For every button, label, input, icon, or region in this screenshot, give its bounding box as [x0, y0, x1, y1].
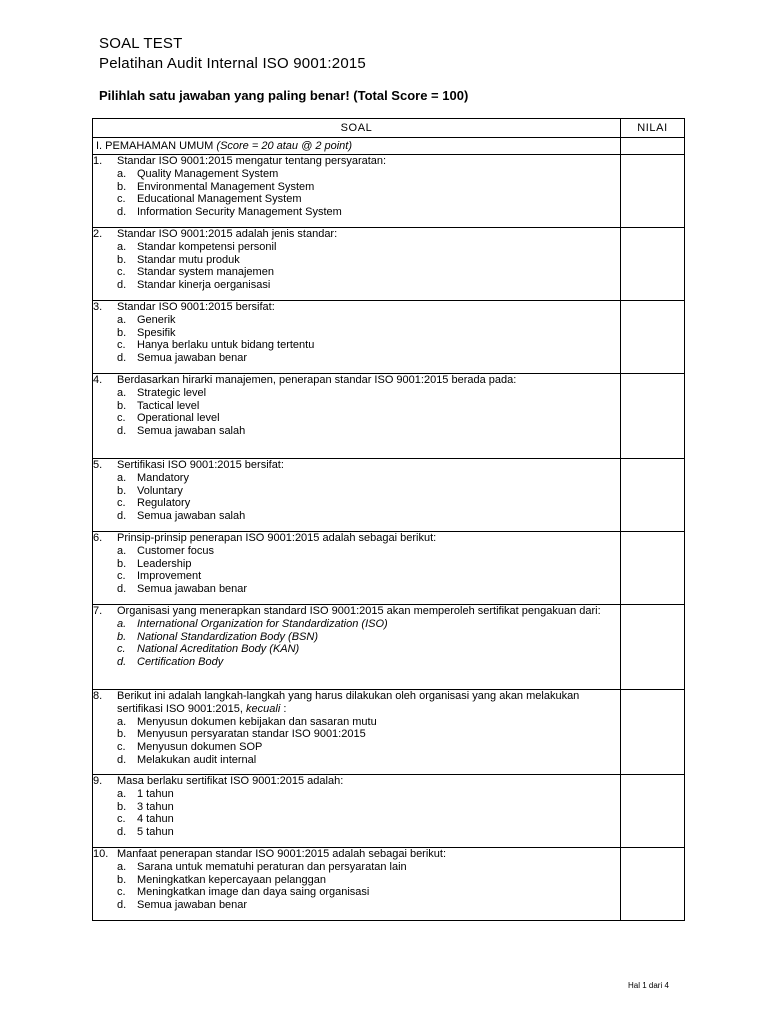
answer-option: [93, 327, 620, 340]
question-row: [93, 374, 685, 459]
question-number: 8.: [93, 690, 103, 702]
option-text: Educational Management System: [137, 193, 302, 206]
option-text: Semua jawaban benar: [137, 352, 248, 365]
question-text: [117, 848, 620, 861]
option-text: Certification Body: [137, 656, 224, 669]
answer-option: [93, 886, 620, 899]
question-text-main: Berdasarkan hirarki manajemen, penerapan standar ISO 9001:2015 berada pada:: [117, 374, 517, 386]
option-letter: c.: [117, 266, 126, 279]
question-number: 10.: [93, 848, 109, 860]
page-number: Hal 1 dari 4: [628, 981, 669, 990]
nilai-cell[interactable]: [621, 532, 685, 605]
option-text: Strategic level: [137, 386, 207, 399]
option-letter: c.: [117, 412, 126, 425]
option-text: Semua jawaban salah: [137, 510, 246, 523]
answer-option: [93, 510, 620, 523]
option-text: Semua jawaban benar: [137, 583, 248, 596]
answer-option: [93, 168, 620, 181]
option-letter: a.: [117, 313, 127, 326]
answer-option: [93, 741, 620, 754]
answer-option: [93, 874, 620, 887]
document-title: SOAL TEST: [99, 35, 183, 52]
question-number: 2.: [93, 228, 103, 240]
question-text: [117, 532, 620, 545]
option-text: Meningkatkan image dan daya saing organisasi: [137, 886, 370, 899]
answer-option: [93, 412, 620, 425]
question-cell: [93, 690, 621, 775]
header-nilai: NILAI: [621, 119, 685, 138]
question-line: [93, 228, 620, 241]
section-nilai-cell[interactable]: [621, 138, 685, 155]
document-subtitle: Pelatihan Audit Internal ISO 9001:2015: [99, 55, 366, 72]
option-letter: c.: [117, 339, 126, 352]
option-letter: c.: [117, 741, 126, 754]
question-row: [93, 848, 685, 921]
option-letter: d.: [117, 753, 127, 766]
option-text: Semua jawaban salah: [137, 425, 246, 438]
option-letter: d.: [117, 826, 127, 839]
question-cell: [93, 228, 621, 301]
option-text: Improvement: [137, 570, 202, 583]
question-line: [93, 301, 620, 314]
section-label: I. PEMAHAMAN UMUM (Score = 20 atau @ 2 point): [93, 138, 621, 155]
nilai-cell[interactable]: [621, 228, 685, 301]
answer-option: [93, 279, 620, 292]
option-text: Regulatory: [137, 497, 191, 510]
question-row: [93, 605, 685, 690]
answer-option: [93, 631, 620, 644]
answer-option: [93, 472, 620, 485]
option-letter: c.: [117, 813, 126, 826]
answer-option: [93, 618, 620, 631]
option-letter: d.: [117, 352, 127, 365]
option-text: Hanya berlaku untuk bidang tertentu: [137, 339, 315, 352]
option-text: National Acreditation Body (KAN): [137, 643, 300, 656]
option-text: Standar kinerja oerganisasi: [137, 279, 271, 292]
answer-option: [93, 583, 620, 596]
option-text: Menyusun persyaratan standar ISO 9001:2015: [137, 728, 366, 741]
question-row: [93, 459, 685, 532]
option-letter: c.: [117, 643, 126, 656]
answer-option: [93, 801, 620, 814]
option-letter: c.: [117, 570, 126, 583]
question-text-main: Standar ISO 9001:2015 adalah jenis standar:: [117, 228, 338, 240]
answer-option: [93, 485, 620, 498]
option-text: Melakukan audit internal: [137, 753, 257, 766]
option-letter: d.: [117, 425, 127, 438]
answer-option: [93, 497, 620, 510]
answer-option: [93, 788, 620, 801]
option-text: Semua jawaban benar: [137, 899, 248, 912]
section-score: (Score = 20 atau @ 2 point): [216, 140, 353, 152]
table-header-row: [93, 119, 685, 138]
header-soal: SOAL: [93, 119, 621, 138]
option-text: Quality Management System: [137, 167, 279, 180]
option-text: Meningkatkan kepercayaan pelanggan: [137, 873, 326, 886]
nilai-cell[interactable]: [621, 459, 685, 532]
answer-option: [93, 728, 620, 741]
question-text-main: Berikut ini adalah langkah-langkah yang harus dilakukan oleh organisasi yang akan melakukan sertifikasi ISO 9001:2015,: [117, 690, 580, 715]
question-text-main: Masa berlaku sertifikat ISO 9001:2015 adalah:: [117, 775, 344, 787]
option-letter: b.: [117, 873, 127, 886]
answer-option: [93, 861, 620, 874]
option-letter: d.: [117, 583, 127, 596]
option-text: Sarana untuk mematuhi peraturan dan persyaratan lain: [137, 860, 407, 873]
question-number: 3.: [93, 301, 103, 313]
option-text: Voluntary: [137, 484, 183, 497]
option-text: Spesifik: [137, 326, 176, 339]
option-letter: b.: [117, 728, 127, 741]
option-text: Standar system manajemen: [137, 266, 274, 279]
question-number: 1.: [93, 155, 103, 167]
question-text-main: Sertifikasi ISO 9001:2015 bersifat:: [117, 459, 284, 471]
option-letter: b.: [117, 180, 127, 193]
answer-option: [93, 339, 620, 352]
option-letter: a.: [117, 860, 127, 873]
question-text: [117, 775, 620, 788]
option-letter: a.: [117, 715, 127, 728]
question-number: 6.: [93, 532, 103, 544]
question-cell: [93, 155, 621, 228]
answer-option: [93, 826, 620, 839]
question-text-italic: kecuali: [246, 702, 281, 715]
question-text: [117, 459, 620, 472]
question-line: [93, 690, 620, 716]
question-row: [93, 775, 685, 848]
option-text: 4 tahun: [137, 813, 174, 826]
nilai-cell[interactable]: [621, 155, 685, 228]
question-row: [93, 155, 685, 228]
option-text: Menyusun dokumen kebijakan dan sasaran mutu: [137, 715, 377, 728]
question-cell: [93, 848, 621, 921]
question-text-main: Manfaat penerapan standar ISO 9001:2015 adalah sebagai berikut:: [117, 848, 447, 860]
question-text: [117, 374, 620, 387]
answer-option: [93, 254, 620, 267]
nilai-cell[interactable]: [621, 848, 685, 921]
answer-option: [93, 181, 620, 194]
question-row: [93, 690, 685, 775]
answer-option: [93, 545, 620, 558]
question-row: [93, 301, 685, 374]
option-text: Generik: [137, 313, 176, 326]
answer-option: [93, 400, 620, 413]
answer-option: [93, 754, 620, 767]
instruction-text: Pilihlah satu jawaban yang paling benar! (Total Score = 100): [99, 88, 469, 103]
answer-option: [93, 241, 620, 254]
nilai-cell[interactable]: [621, 690, 685, 775]
question-cell: [93, 605, 621, 690]
question-text-main: Prinsip-prinsip penerapan ISO 9001:2015 adalah sebagai berikut:: [117, 532, 437, 544]
question-text-suffix: :: [280, 702, 287, 715]
option-letter: d.: [117, 206, 127, 219]
option-text: Tactical level: [137, 399, 200, 412]
question-cell: [93, 374, 621, 459]
option-letter: d.: [117, 656, 127, 669]
answer-option: [93, 570, 620, 583]
answer-option: [93, 425, 620, 438]
option-text: Leadership: [137, 557, 192, 570]
option-text: 1 tahun: [137, 787, 174, 800]
answer-option: [93, 558, 620, 571]
question-text-main: Standar ISO 9001:2015 bersifat:: [117, 301, 275, 313]
question-text: [117, 155, 620, 168]
answer-option: [93, 716, 620, 729]
option-letter: c.: [117, 886, 126, 899]
question-text: [117, 605, 620, 618]
option-letter: b.: [117, 253, 127, 266]
option-text: Standar mutu produk: [137, 253, 240, 266]
option-letter: a.: [117, 544, 127, 557]
question-number: 9.: [93, 775, 103, 787]
question-line: [93, 155, 620, 168]
answer-option: [93, 206, 620, 219]
answer-option: [93, 813, 620, 826]
question-cell: [93, 532, 621, 605]
answer-option: [93, 899, 620, 912]
option-letter: b.: [117, 630, 127, 643]
nilai-cell[interactable]: [621, 605, 685, 690]
answer-option: [93, 314, 620, 327]
question-text: [117, 690, 620, 716]
question-cell: [93, 459, 621, 532]
option-letter: b.: [117, 484, 127, 497]
answer-option: [93, 387, 620, 400]
option-letter: a.: [117, 617, 127, 630]
option-letter: a.: [117, 471, 127, 484]
answer-option: [93, 266, 620, 279]
option-text: Standar kompetensi personil: [137, 240, 277, 253]
question-line: [93, 374, 620, 387]
question-number: 4.: [93, 374, 103, 386]
option-letter: b.: [117, 800, 127, 813]
question-text: [117, 301, 620, 314]
quiz-table: [92, 118, 685, 921]
question-line: [93, 775, 620, 788]
option-letter: d.: [117, 279, 127, 292]
question-line: [93, 532, 620, 545]
option-letter: d.: [117, 899, 127, 912]
nilai-cell[interactable]: [621, 301, 685, 374]
question-number: 5.: [93, 459, 103, 471]
option-letter: b.: [117, 399, 127, 412]
option-text: International Organization for Standardization (ISO): [137, 617, 388, 630]
nilai-cell[interactable]: [621, 374, 685, 459]
answer-option: [93, 656, 620, 669]
option-letter: b.: [117, 326, 127, 339]
answer-option: [93, 352, 620, 365]
section-row: [93, 138, 685, 155]
question-text-main: Organisasi yang menerapkan standard ISO 9001:2015 akan memperoleh sertifikat pengakuan dari:: [117, 605, 601, 617]
option-text: Customer focus: [137, 544, 215, 557]
option-text: Information Security Management System: [137, 206, 342, 219]
question-line: [93, 848, 620, 861]
option-letter: a.: [117, 240, 127, 253]
option-text: National Standardization Body (BSN): [137, 630, 318, 643]
answer-option: [93, 193, 620, 206]
question-number: 7.: [93, 605, 103, 617]
option-text: Mandatory: [137, 471, 189, 484]
option-text: 5 tahun: [137, 826, 174, 839]
option-letter: c.: [117, 497, 126, 510]
answer-option: [93, 643, 620, 656]
option-letter: a.: [117, 167, 127, 180]
option-text: Menyusun dokumen SOP: [137, 741, 263, 754]
option-letter: c.: [117, 193, 126, 206]
question-row: [93, 228, 685, 301]
question-cell: [93, 301, 621, 374]
option-letter: d.: [117, 510, 127, 523]
option-letter: a.: [117, 386, 127, 399]
nilai-cell[interactable]: [621, 775, 685, 848]
option-text: 3 tahun: [137, 800, 174, 813]
option-text: Operational level: [137, 412, 220, 425]
question-row: [93, 532, 685, 605]
option-letter: a.: [117, 787, 127, 800]
question-text-main: Standar ISO 9001:2015 mengatur tentang persyaratan:: [117, 155, 387, 167]
option-letter: b.: [117, 557, 127, 570]
question-cell: [93, 775, 621, 848]
question-text: [117, 228, 620, 241]
question-line: [93, 459, 620, 472]
question-line: [93, 605, 620, 618]
option-text: Environmental Management System: [137, 180, 315, 193]
